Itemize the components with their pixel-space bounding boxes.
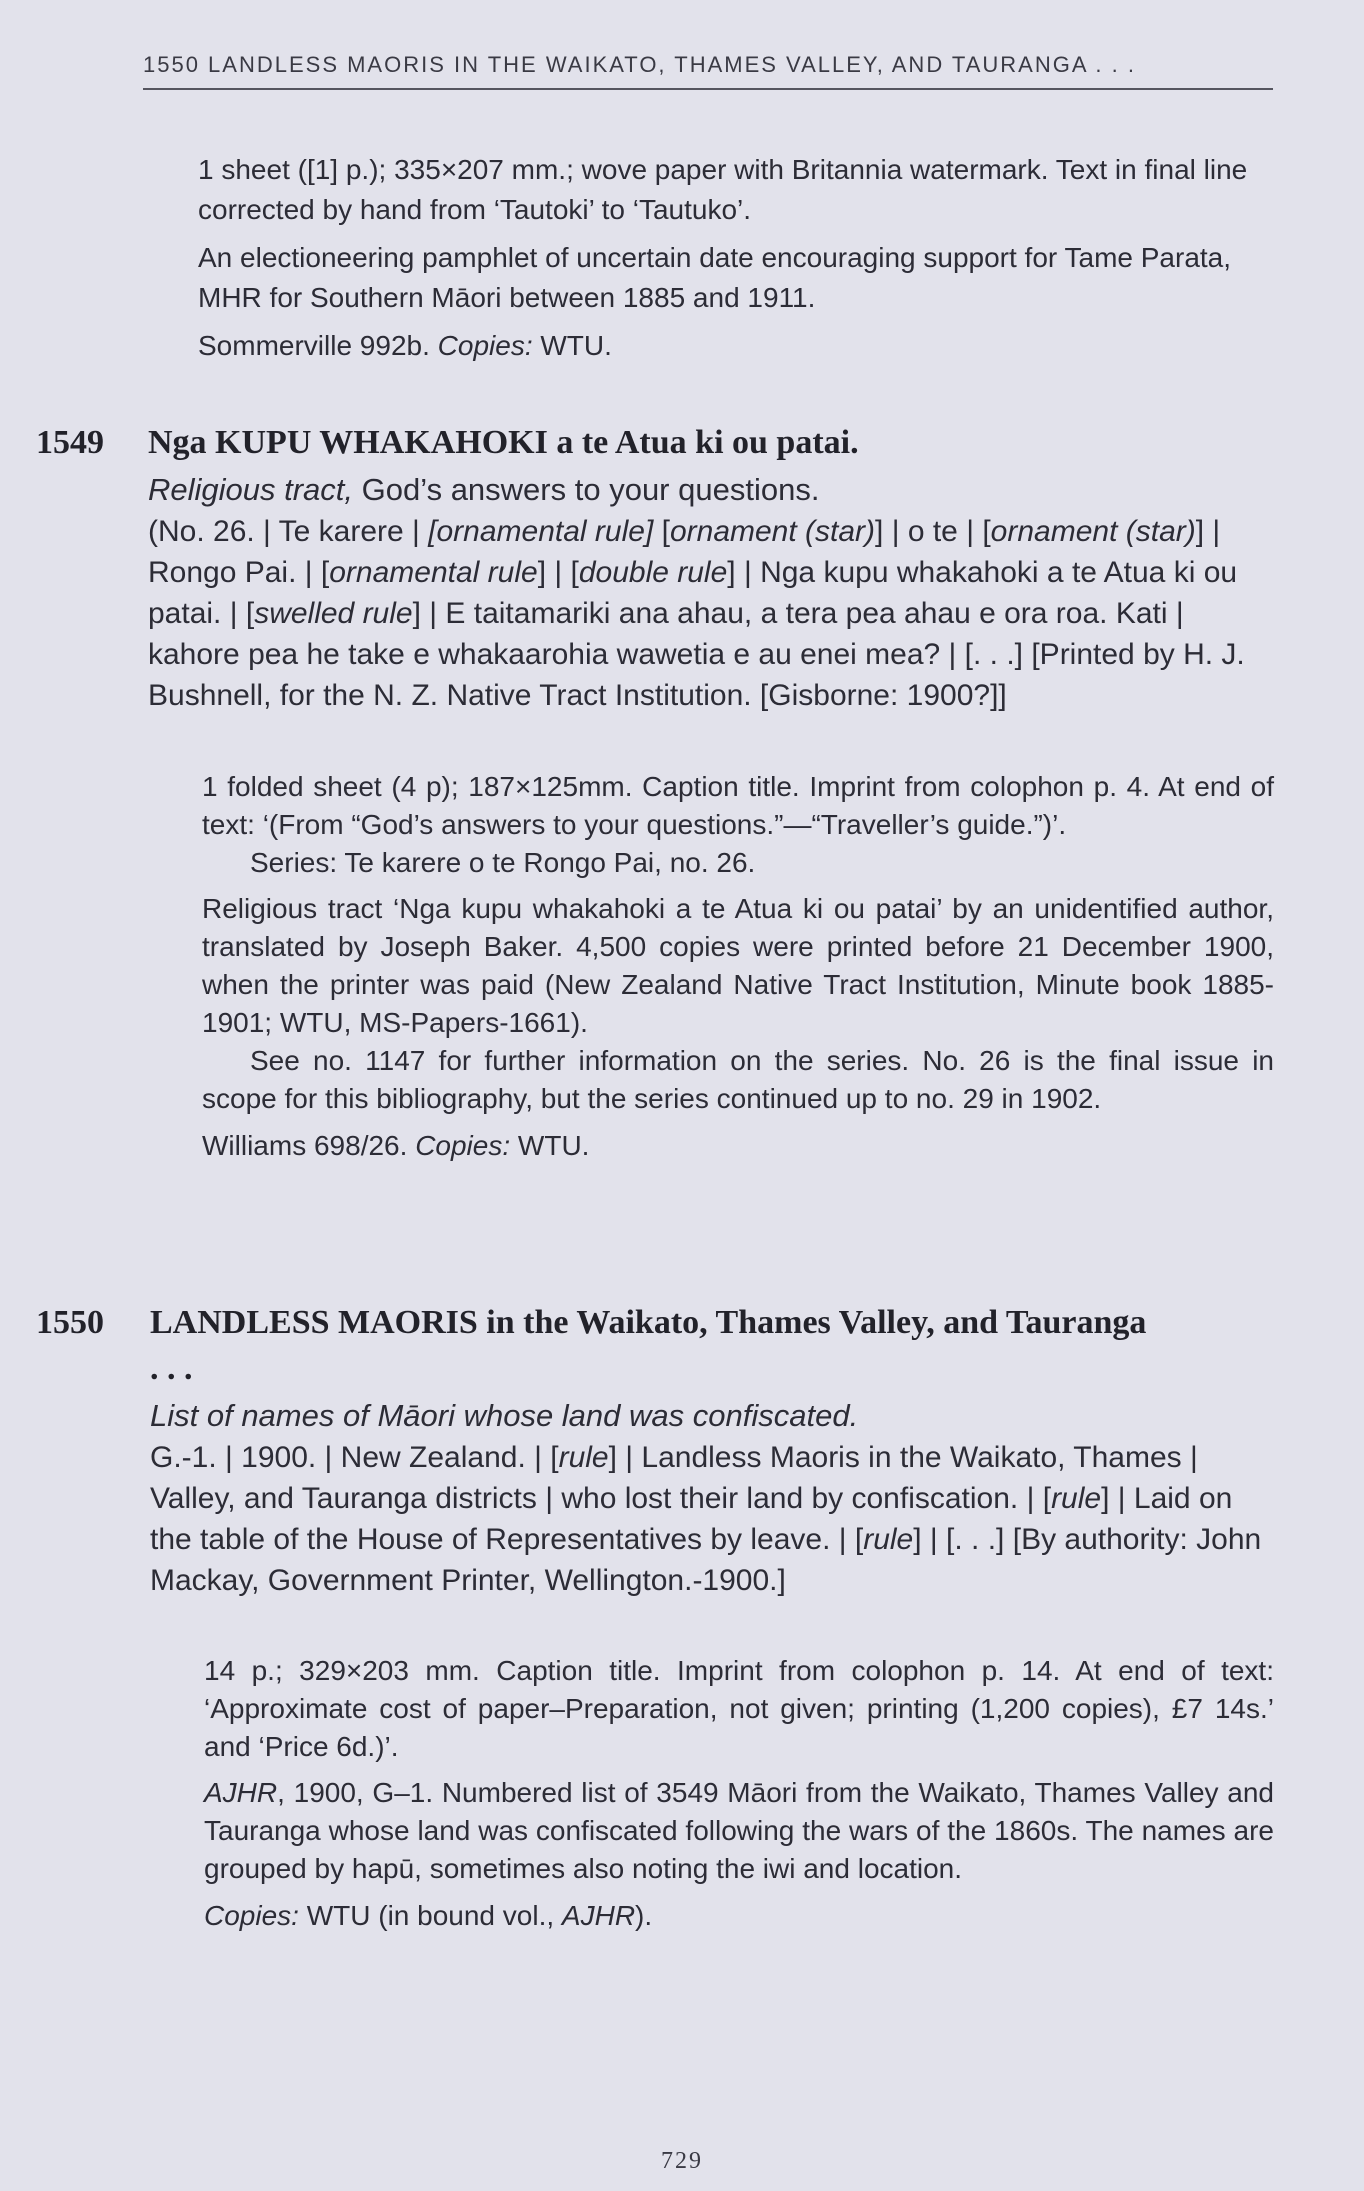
copies-label-1549: Copies: xyxy=(415,1130,511,1161)
transcription-italic: rule xyxy=(1051,1482,1102,1515)
prev-reference xyxy=(198,326,1274,366)
transcription-italic: ornament (star) xyxy=(990,515,1196,548)
entry-1549-notes xyxy=(202,768,1274,1166)
physical-description-1550: 14 p.; 329×203 mm. Caption title. Imprint from colophon p. 14. At end of text: ‘Approximate cost of paper–Preparation, not given; printing (1,200 copies), £7 14s.’ and ‘Price 6d.)’. xyxy=(204,1655,1274,1762)
prev-copies-value: WTU. xyxy=(540,330,612,361)
note-1550 xyxy=(204,1774,1274,1888)
transcription-italic: ornamental rule xyxy=(329,556,538,589)
prev-physical-description: 1 sheet ([1] p.); 335×207 mm.; wove paper with Britannia watermark. Text in final line corrected by hand from ‘Tautoki’ to ‘Tautuko’. xyxy=(198,154,1248,225)
copies-value-end-1550: ). xyxy=(635,1900,653,1931)
copies-1550 xyxy=(204,1896,1274,1936)
prev-note: An electioneering pamphlet of uncertain date encouraging support for Tame Parata, MHR for Southern Māori between 1885 and 1911. xyxy=(198,242,1232,313)
entry-title-1549: Nga KUPU WHAKAHOKI a te Atua ki ou patai. xyxy=(148,424,859,461)
page-number: 729 xyxy=(661,2148,703,2174)
transcription-part: ] | E taitamariki ana ahau, a tera pea ahau e ora roa. Kati | kahore pea he take e whakaarohia wawetia e au enei mea? | [. . .] [Printed by H. J. Bushnell, for the N. Z. Native Tract Institution. [Gisborne: 1900?]] xyxy=(148,597,1245,712)
header-rule xyxy=(143,88,1273,90)
copies-value-1549: WTU. xyxy=(517,1130,590,1161)
subtitle-rest-1549: God’s answers to your questions. xyxy=(361,472,820,507)
prev-entry xyxy=(198,150,1274,366)
note-1549-series: See no. 1147 for further information on the series. No. 26 is the final issue in scope for this bibliography, but the series continued up to no. 29 in 1902. xyxy=(202,1045,1274,1114)
reference-1549 xyxy=(202,1126,1274,1166)
subtitle-italic-1549: Religious tract, xyxy=(148,472,354,507)
transcription-italic: ornament (star) xyxy=(669,515,876,548)
transcription-part: ] | Laid on the table of the House of Representatives by leave. | [ xyxy=(150,1482,1233,1556)
running-head: 1550 LANDLESS MAORIS IN THE WAIKATO, THAMES VALLEY, AND TAURANGA . . . xyxy=(143,52,1136,77)
transcription-italic: swelled rule xyxy=(254,597,413,630)
physical-description-1549: 1 folded sheet (4 p); 187×125mm. Caption title. Imprint from colophon p. 4. At end of text: ‘(From “God’s answers to your questions.”—“Traveller’s guide.”)’. xyxy=(202,771,1274,840)
transcription-italic: double rule xyxy=(578,556,728,589)
entry-1550-body xyxy=(150,1394,1280,1601)
copies-label-1550: Copies: xyxy=(204,1900,299,1931)
transcription-part: ] | o te | [ xyxy=(875,515,991,548)
entry-1550-notes xyxy=(204,1652,1274,1936)
copies-value-italic-1550: AJHR xyxy=(561,1900,636,1931)
prev-reference-text: Sommerville 992b. xyxy=(198,330,430,361)
entry-title-1550: LANDLESS MAORIS in the Waikato, Thames Valley, and Tauranga . . . xyxy=(150,1304,1147,1387)
transcription-part: (No. 26. | Te karere | xyxy=(148,515,429,548)
entry-1549-body xyxy=(148,468,1278,716)
entry-number-1550: 1550 xyxy=(36,1304,104,1341)
reference-text-1549: Williams 698/26. xyxy=(202,1130,408,1161)
transcription-italic: rule xyxy=(558,1441,609,1474)
transcription-part: G.-1. | 1900. | New Zealand. | [ xyxy=(150,1441,559,1474)
prev-copies-label: Copies: xyxy=(437,330,533,361)
series-1549: Series: Te karere o te Rongo Pai, no. 26. xyxy=(250,847,756,878)
transcription-part: ] | Rongo Pai. | [ xyxy=(148,515,1221,589)
note-rest-1550: , 1900, G–1. Numbered list of 3549 Māori from the Waikato, Thames Valley and Tauranga whose land was confiscated following the wars of the 1860s. The names are grouped by hapū, sometimes also noting the iwi and location. xyxy=(204,1777,1274,1884)
transcription-1550 xyxy=(150,1437,1280,1601)
note-italic-1550: AJHR xyxy=(204,1777,278,1808)
transcription-part: [ xyxy=(653,515,670,548)
transcription-part: ] | Landless Maoris in the Waikato, Thames | Valley, and Tauranga districts | who lost their land by confiscation. | [ xyxy=(150,1441,1198,1515)
note-1549: Religious tract ‘Nga kupu whakahoki a te Atua ki ou patai’ by an unidentified author, translated by Joseph Baker. 4,500 copies were printed before 21 December 1900, when the printer was paid (New Zealand Native Tract Institution, Minute book 1885-1901; WTU, MS-Papers-1661). xyxy=(202,893,1274,1038)
transcription-part: ] | Nga kupu whakahoki a te Atua ki ou patai. | [ xyxy=(148,556,1238,630)
subtitle-1550 xyxy=(150,1394,1280,1437)
transcription-italic: [ornamental rule] xyxy=(428,515,654,548)
transcription-italic: rule xyxy=(863,1523,914,1556)
transcription-part: ] | [ xyxy=(537,556,579,589)
entry-number-1549: 1549 xyxy=(36,424,104,461)
transcription-1549 xyxy=(148,511,1278,716)
subtitle-italic-1550: List of names of Māori whose land was confiscated. xyxy=(150,1398,859,1433)
copies-value-1550: WTU (in bound vol., xyxy=(306,1900,562,1931)
subtitle-1549 xyxy=(148,468,1278,511)
transcription-part: ] | [. . .] [By authority: John Mackay, Government Printer, Wellington.-1900.] xyxy=(150,1523,1262,1597)
